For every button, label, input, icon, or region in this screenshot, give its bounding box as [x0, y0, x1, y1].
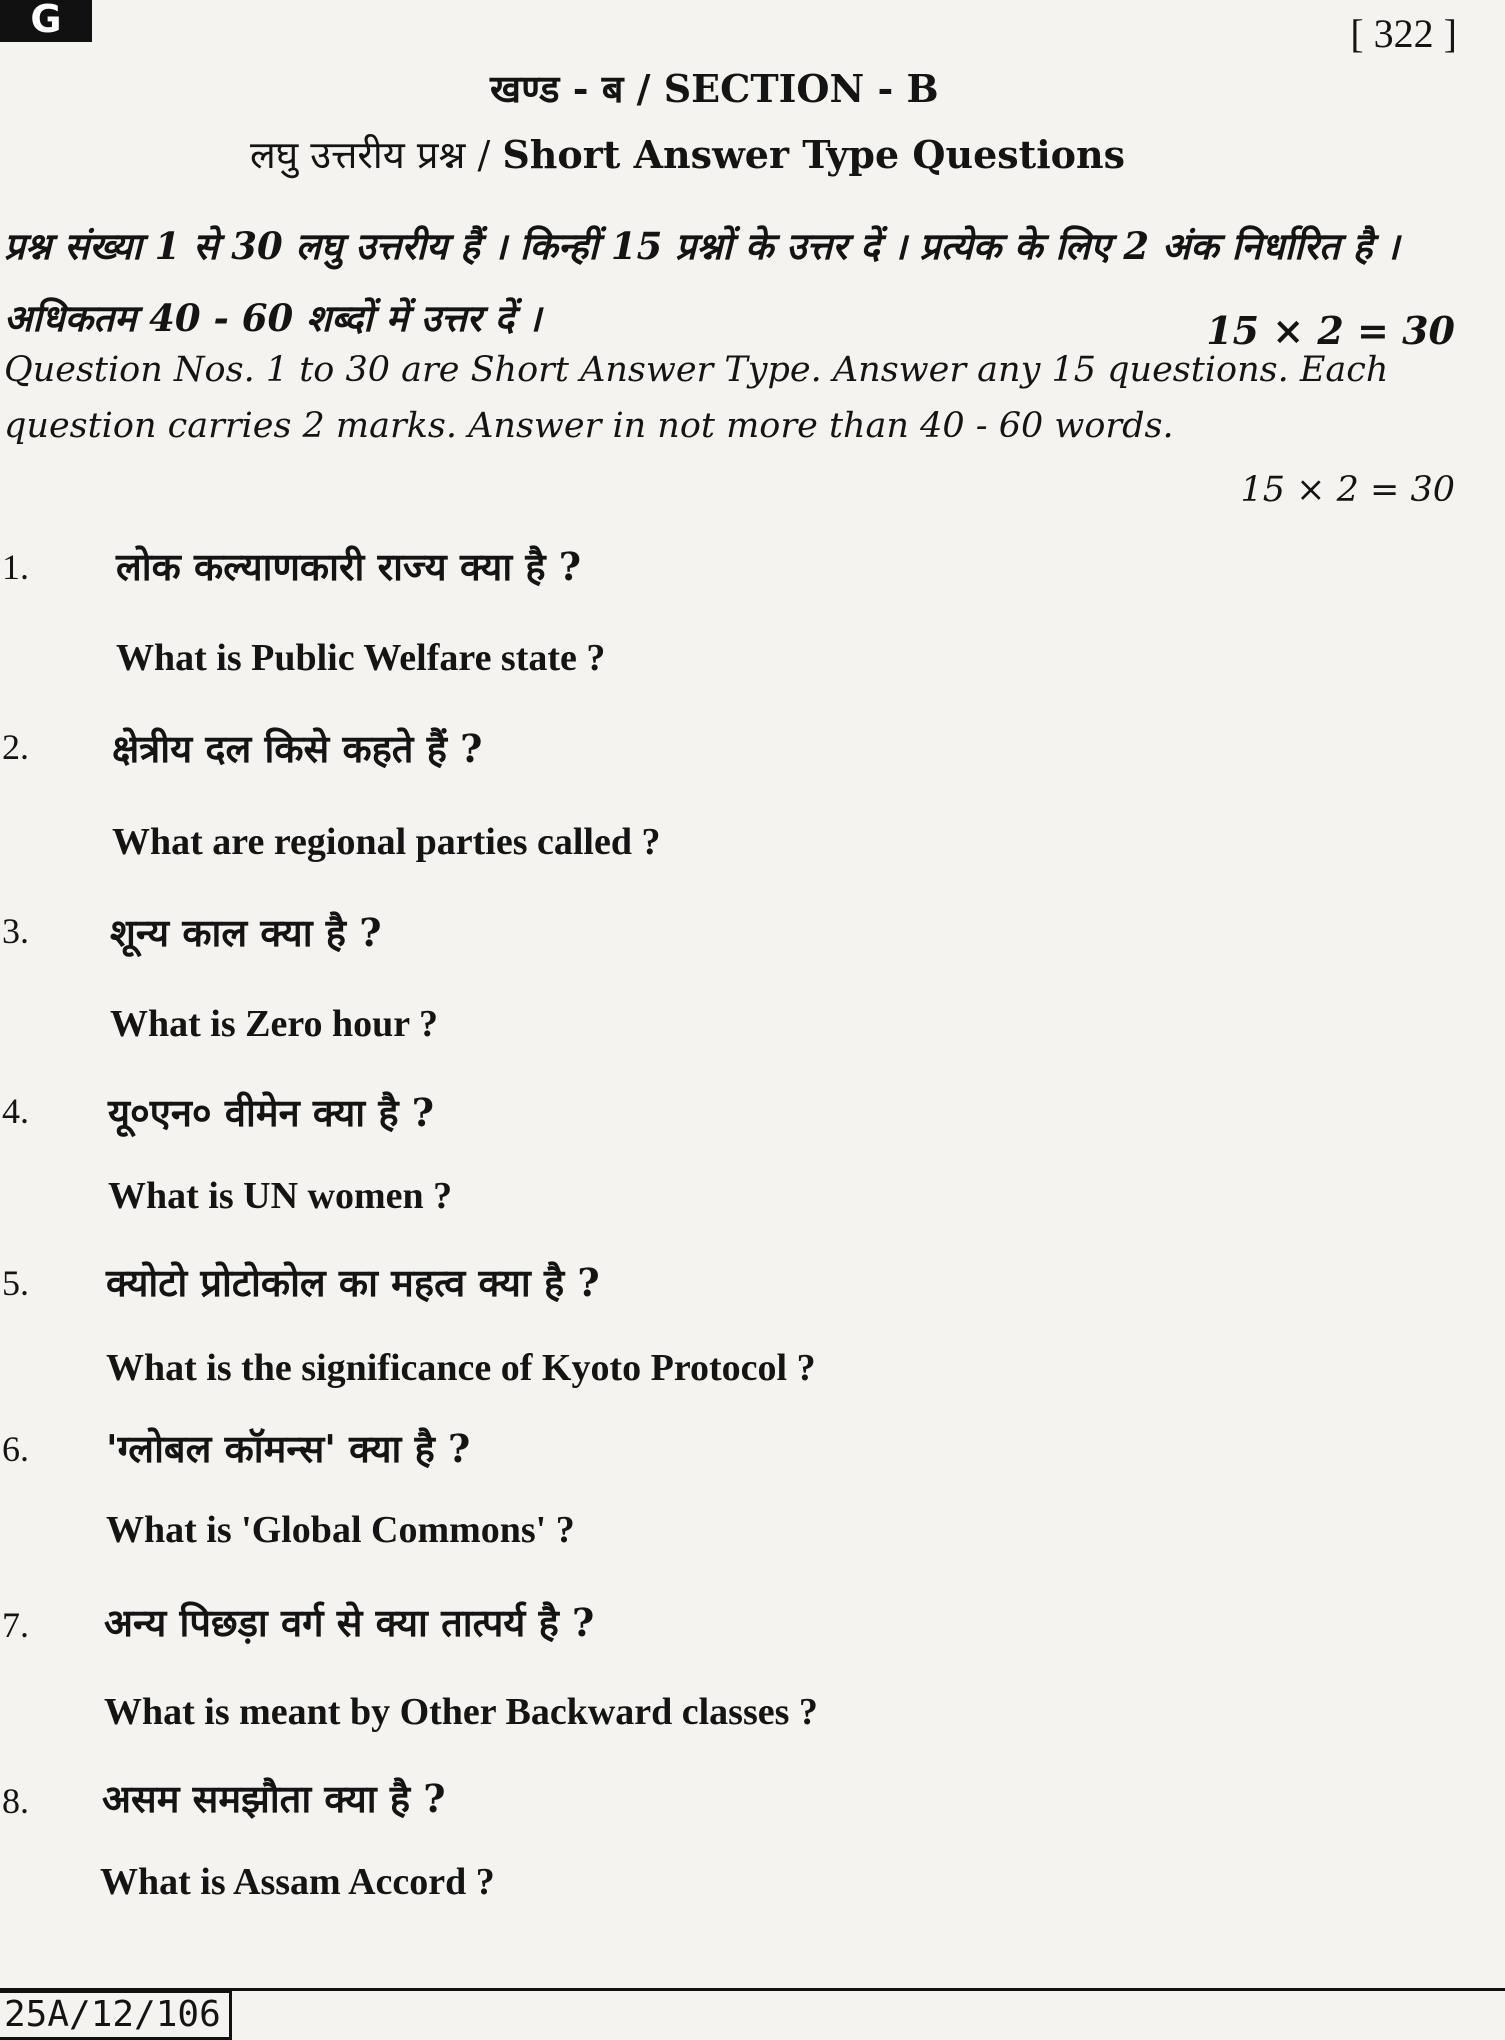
question-hindi: शून्य काल क्या है ? [110, 910, 382, 955]
question-number: 6. [2, 1429, 29, 1469]
marks-hindi: 15 × 2 = 30 [1206, 308, 1455, 353]
question-hindi: असम समझौता क्या है ? [102, 1776, 446, 1821]
section-subtitle [250, 128, 1125, 180]
paper-code: 25A/12/106 [0, 1990, 232, 2040]
question-hindi: यू०एन० वीमेन क्या है ? [108, 1090, 435, 1135]
question-number: 5. [2, 1263, 29, 1303]
section-badge: G [0, 0, 92, 42]
question-english: What is 'Global Commons' ? [106, 1509, 575, 1551]
question-number: 7. [2, 1605, 29, 1645]
question-hindi: 'ग्लोबल कॉमन्स' क्या है ? [106, 1426, 471, 1471]
question-english: What is Assam Accord ? [100, 1861, 495, 1903]
question-number: 4. [2, 1091, 29, 1131]
question-number: 1. [2, 547, 29, 587]
question-hindi: लोक कल्याणकारी राज्य क्या है ? [116, 544, 582, 589]
question-hindi: क्योटो प्रोटोकोल का महत्व क्या है ? [106, 1260, 600, 1305]
question-number: 3. [2, 911, 29, 951]
question-hindi: क्षेत्रीय दल किसे कहते हैं ? [112, 726, 483, 771]
question-english: What is meant by Other Backward classes ? [104, 1691, 818, 1733]
instructions-hindi: प्रश्न संख्या 1 से 30 लघु उत्तरीय हैं । किन्हीं 15 प्रश्नों के उत्तर दें । प्रत्येक के लिए 2 अंक निर्धारित है । अधिकतम 40 - 60 शब्दों में उत्तर दें । [4, 224, 1400, 340]
page-number: [ 322 ] [1350, 11, 1457, 56]
marks-english: 15 × 2 = 30 [1240, 470, 1455, 510]
question-english: What is Zero hour ? [110, 1003, 438, 1045]
instructions-english: Question Nos. 1 to 30 are Short Answer Type. Answer any 15 questions. Each question carries 2 marks. Answer in not more than 40 - 60 words. [4, 350, 1389, 446]
question-english: What is UN women ? [108, 1175, 453, 1217]
question-english: What is Public Welfare state ? [116, 637, 606, 679]
subtitle-english: Short Answer Type Questions [502, 132, 1126, 177]
subtitle-hindi: लघु उत्तरीय प्रश्न / [250, 133, 503, 177]
question-hindi: अन्य पिछड़ा वर्ग से क्या तात्पर्य है ? [104, 1600, 595, 1645]
question-number: 2. [2, 727, 29, 767]
section-title: खण्ड - ब / SECTION - B [490, 66, 939, 111]
question-english: What is the significance of Kyoto Protocol ? [106, 1347, 816, 1389]
question-english: What are regional parties called ? [112, 821, 661, 863]
question-number: 8. [2, 1781, 29, 1821]
